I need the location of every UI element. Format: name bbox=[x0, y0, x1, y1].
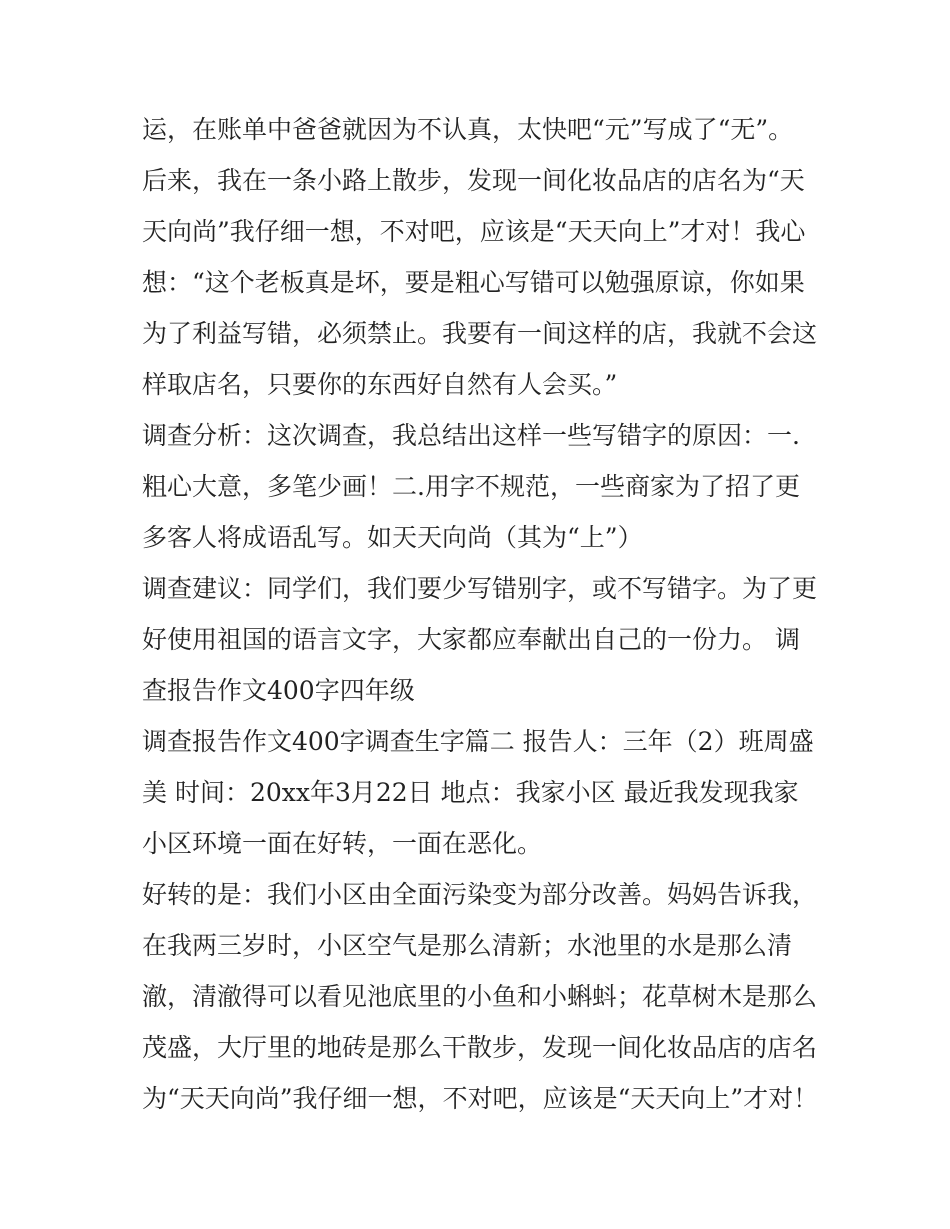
text-line-11: 好使用祖国的语言文字，大家都应奉献出自己的一份力。 调 bbox=[142, 625, 800, 654]
text-line-16: 好转的是：我们小区由全面污染变为部分改善。妈妈告诉我， bbox=[142, 880, 818, 909]
text-line-14: 美 时间：20xx年3月22日 地点：我家小区 最近我发现我家 bbox=[142, 778, 799, 807]
text-line-7: 调查分析：这次调查，我总结出这样一些写错字的原因：一. bbox=[142, 421, 800, 450]
text-line-2: 后来，我在一条小路上散步，发现一间化妆品店的店名为“天 bbox=[142, 166, 805, 195]
text-line-12: 查报告作文400字四年级 bbox=[142, 676, 415, 705]
text-line-10: 调查建议：同学们，我们要少写错别字，或不写错字。为了更 bbox=[142, 574, 818, 603]
text-line-18: 澈，清澈得可以看见池底里的小鱼和小蝌蚪；花草树木是那么 bbox=[142, 982, 818, 1011]
text-line-4: 想：“这个老板真是坏，要是粗心写错可以勉强原谅，你如果 bbox=[142, 268, 805, 297]
document-body bbox=[142, 104, 832, 1124]
text-line-13: 调查报告作文400字调查生字篇二 报告人：三年（2）班周盛 bbox=[142, 727, 814, 756]
text-line-1: 运，在账单中爸爸就因为不认真，太快吧“元”写成了“无”。 bbox=[142, 115, 794, 144]
text-line-20: 为“天天向尚”我仔细一想，不对吧，应该是“天天向上”才对！ bbox=[142, 1084, 819, 1113]
text-line-6: 样取店名，只要你的东西好自然有人会买。” bbox=[142, 370, 618, 399]
text-line-3: 天向尚”我仔细一想，不对吧，应该是“天天向上”才对！我心 bbox=[142, 217, 806, 246]
text-line-19: 茂盛，大厅里的地砖是那么干散步，发现一间化妆品店的店名 bbox=[142, 1033, 818, 1062]
text-line-8: 粗心大意，多笔少画！二.用字不规范，一些商家为了招了更 bbox=[142, 472, 800, 501]
text-line-15: 小区环境一面在好转，一面在恶化。 bbox=[142, 829, 543, 858]
text-line-5: 为了利益写错，必须禁止。我要有一间这样的店，我就不会这 bbox=[142, 319, 818, 348]
text-line-17: 在我两三岁时，小区空气是那么清新；水池里的水是那么清 bbox=[142, 931, 793, 960]
text-line-9: 多客人将成语乱写。如天天向尚（其为“上”） bbox=[142, 523, 643, 552]
